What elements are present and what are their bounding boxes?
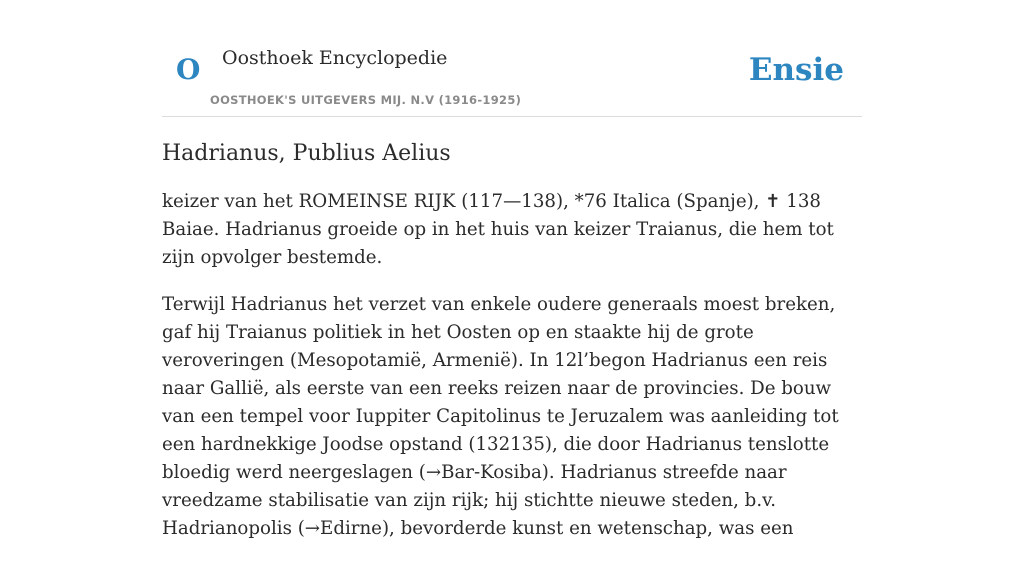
article-paragraph: keizer van het ROMEINSE RIJK (117—138), *76 Italica (Spanje), ✝ 138 Baiae. Hadrianus groeide op in het huis van keizer Traianus, die hem tot zijn opvolger bestemde. xyxy=(162,191,834,268)
article-paragraph: Terwijl Hadrianus het verzet van enkele oudere generaals moest breken, gaf hij Traianus politiek in het Oosten op en staakte hij de grote veroveringen (Mesopotamië, Armenië). In 12l’begon Hadrianus een reis naar Gallië, als eerste van een reeks reizen naar de provincies. De bouw van een tempel voor Iuppiter Capitolinus te Jeruzalem was aanleiding tot een hardnekkige Joodse opstand (132135), die door Hadrianus tenslotte bloedig werd neergeslagen (→Bar-Kosiba). Hadrianus streefde naar vreedzame stabilisatie van zijn rijk; hij stichtte nieuwe steden, b.v. Hadrianopolis (→Edirne), bevorderde kunst en wetenschap, was een xyxy=(162,294,839,539)
article-title: Hadrianus, Publius Aelius xyxy=(162,141,451,166)
source-title[interactable]: Oosthoek Encyclopedie xyxy=(222,47,448,69)
source-subtitle: OOSTHOEK'S UITGEVERS MIJ. N.V (1916-1925) xyxy=(210,93,522,107)
source-logo-icon: O xyxy=(176,53,201,86)
site-header xyxy=(162,0,862,117)
brand-logo-link[interactable]: Ensie xyxy=(748,52,844,88)
article xyxy=(162,138,862,562)
